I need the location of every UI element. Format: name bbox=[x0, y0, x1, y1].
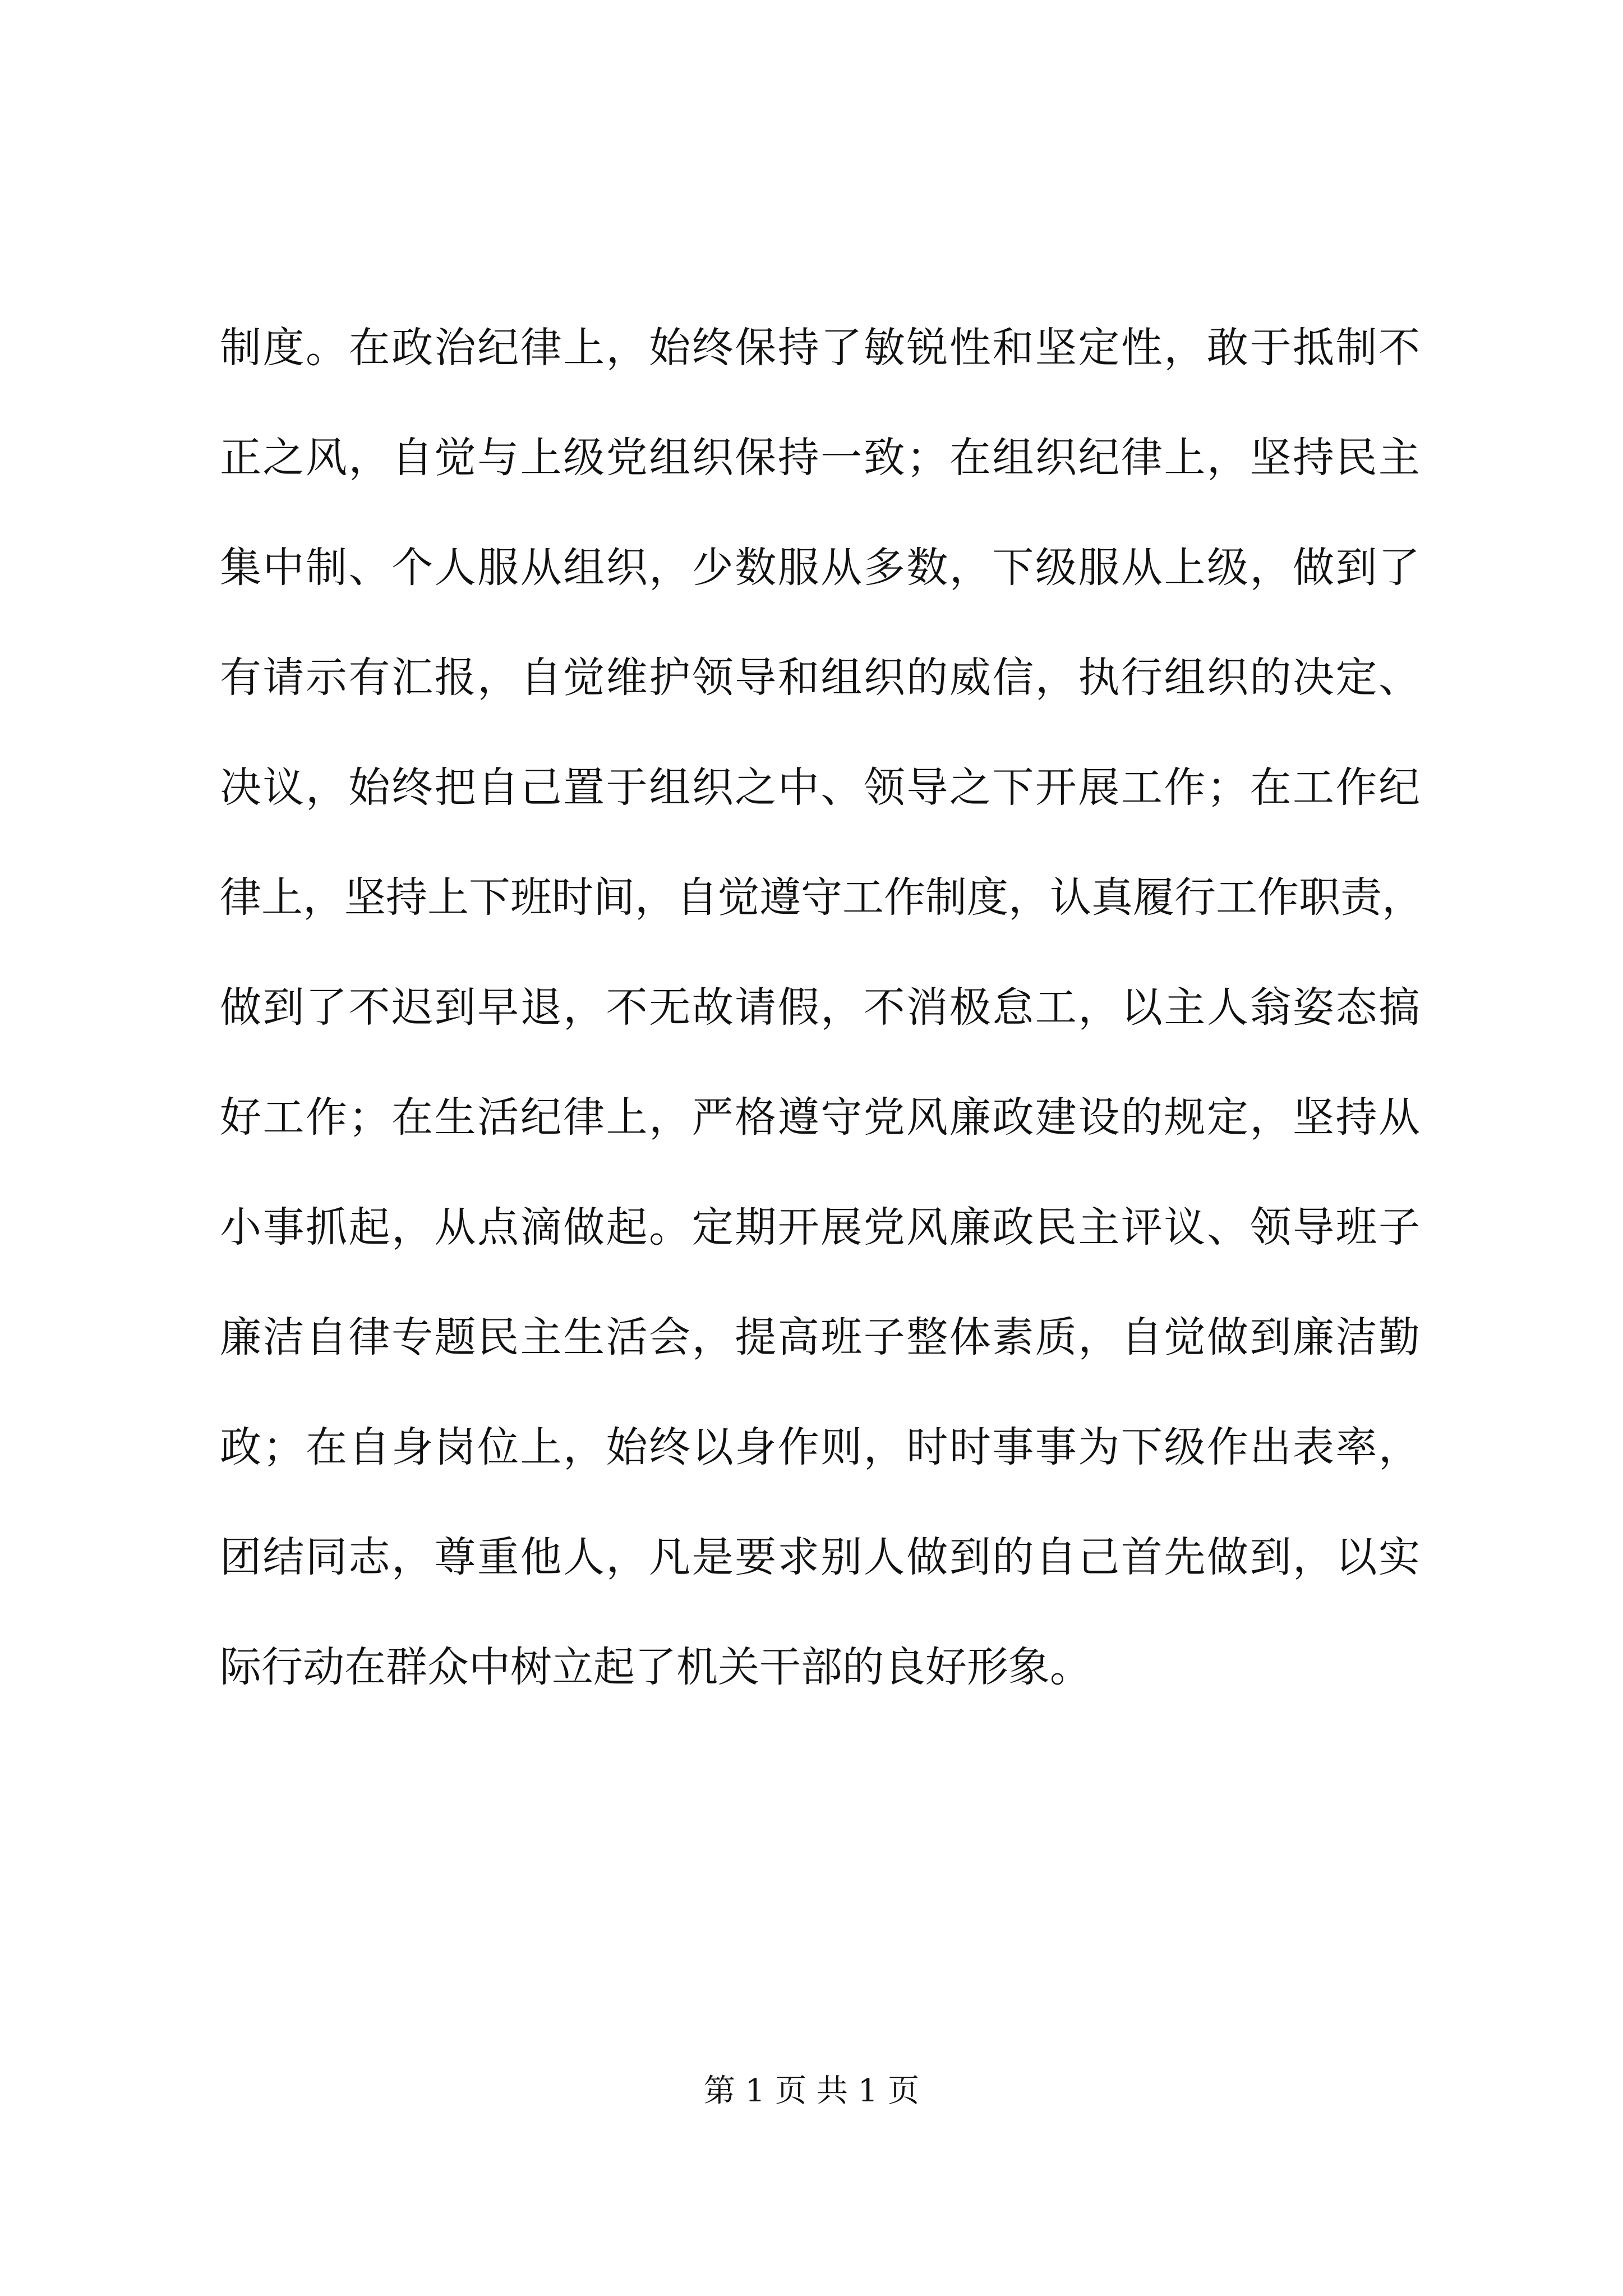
paragraph-line: 小事抓起，从点滴做起。定期开展党风廉政民主评议、领导班子 bbox=[220, 1203, 1420, 1251]
paragraph-line: 制度。在政治纪律上，始终保持了敏锐性和坚定性，敢于抵制不 bbox=[220, 324, 1420, 372]
paragraph-line: 团结同志，尊重他人，凡是要求别人做到的自己首先做到，以实 bbox=[220, 1533, 1420, 1581]
paragraph-line: 际行动在群众中树立起了机关干部的良好形象。 bbox=[220, 1643, 1091, 1691]
page-footer: 第 1 页 共 1 页 bbox=[703, 2073, 920, 2109]
paragraph-line: 好工作；在生活纪律上，严格遵守党风廉政建设的规定，坚持从 bbox=[220, 1093, 1420, 1142]
paragraph-line: 正之风，自觉与上级党组织保持一致；在组织纪律上，坚持民主 bbox=[220, 434, 1420, 482]
paragraph-line: 有请示有汇报，自觉维护领导和组织的威信，执行组织的决定、 bbox=[220, 654, 1420, 702]
paragraph-line: 律上，坚持上下班时间，自觉遵守工作制度，认真履行工作职责， bbox=[220, 873, 1423, 922]
paragraph-line: 集中制、个人服从组织，少数服从多数，下级服从上级，做到了 bbox=[220, 544, 1420, 592]
paragraph-line: 做到了不迟到早退，不无故请假，不消极怠工，以主人翁姿态搞 bbox=[220, 983, 1420, 1032]
paragraph-line: 决议，始终把自己置于组织之中、领导之下开展工作；在工作纪 bbox=[220, 763, 1420, 812]
body-paragraph bbox=[220, 293, 1423, 1722]
paragraph-line: 廉洁自律专题民主生活会，提高班子整体素质，自觉做到廉洁勤 bbox=[220, 1313, 1420, 1361]
paragraph-line: 政；在自身岗位上，始终以身作则，时时事事为下级作出表率， bbox=[220, 1423, 1420, 1471]
